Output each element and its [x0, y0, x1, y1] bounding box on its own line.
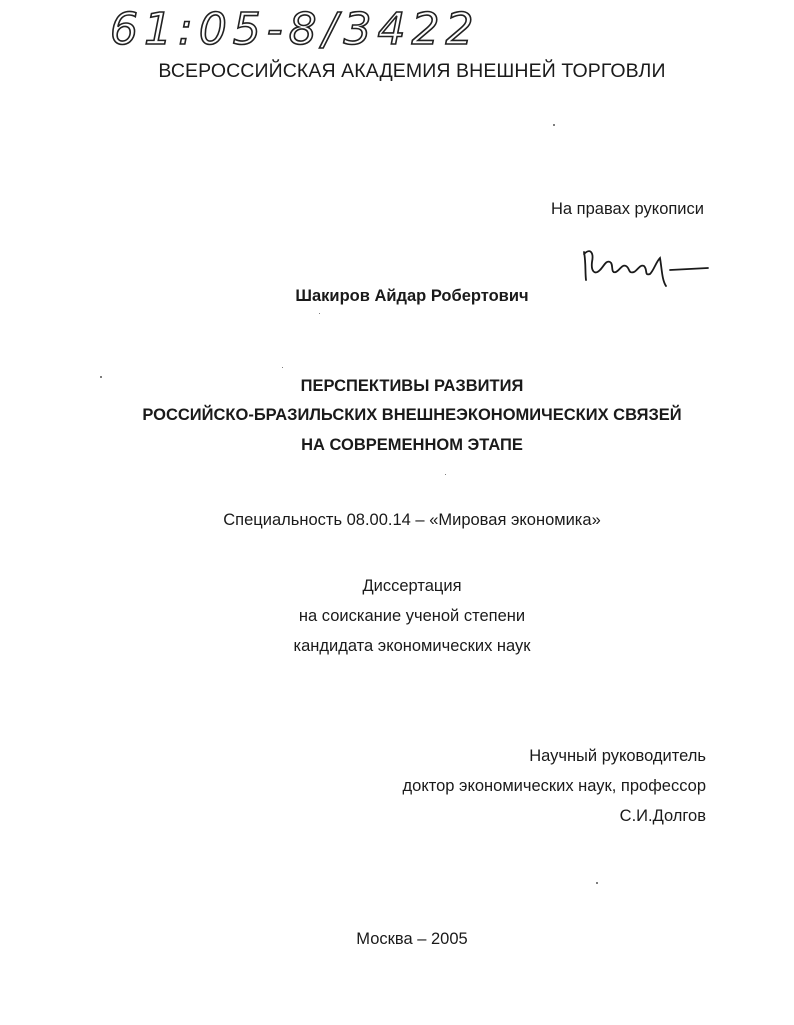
dissertation-title-line-3: НА СОВРЕМЕННОМ ЭТАПЕ — [301, 436, 523, 454]
scan-speck — [282, 367, 283, 368]
scan-speck — [445, 474, 446, 475]
scan-speck — [596, 882, 598, 884]
specialty-line: Специальность 08.00.14 – «Мировая экономика» — [223, 511, 601, 529]
scan-speck — [553, 124, 555, 126]
supervisor-name: С.И.Долгов — [619, 807, 706, 825]
scan-speck — [319, 313, 320, 314]
dissertation-type-line-2: на соискание ученой степени — [298, 607, 526, 625]
supervisor-label: Научный руководитель — [529, 747, 706, 765]
academy-name: ВСЕРОССИЙСКАЯ АКАДЕМИЯ ВНЕШНЕЙ ТОРГОВЛИ — [158, 60, 666, 82]
supervisor-degree: доктор экономических наук, профессор — [402, 777, 706, 795]
handwritten-catalog-number — [110, 0, 480, 56]
dissertation-title-line-2: РОССИЙСКО-БРАЗИЛЬСКИХ ВНЕШНЕЭКОНОМИЧЕСКИХ СВЯЗЕЙ — [142, 406, 682, 424]
manuscript-rights-note: На правах рукописи — [551, 200, 704, 218]
author-name: Шакиров Айдар Робертович — [295, 287, 529, 305]
scan-speck — [100, 376, 102, 378]
place-and-year: Москва – 2005 — [356, 930, 468, 948]
author-signature — [578, 240, 718, 292]
dissertation-type-line-1: Диссертация — [362, 577, 462, 595]
dissertation-title-line-1: ПЕРСПЕКТИВЫ РАЗВИТИЯ — [300, 377, 524, 395]
handwritten-catalog-number-text: 61:05-8/3422 — [110, 4, 480, 55]
dissertation-type-line-3: кандидата экономических наук — [293, 637, 531, 655]
